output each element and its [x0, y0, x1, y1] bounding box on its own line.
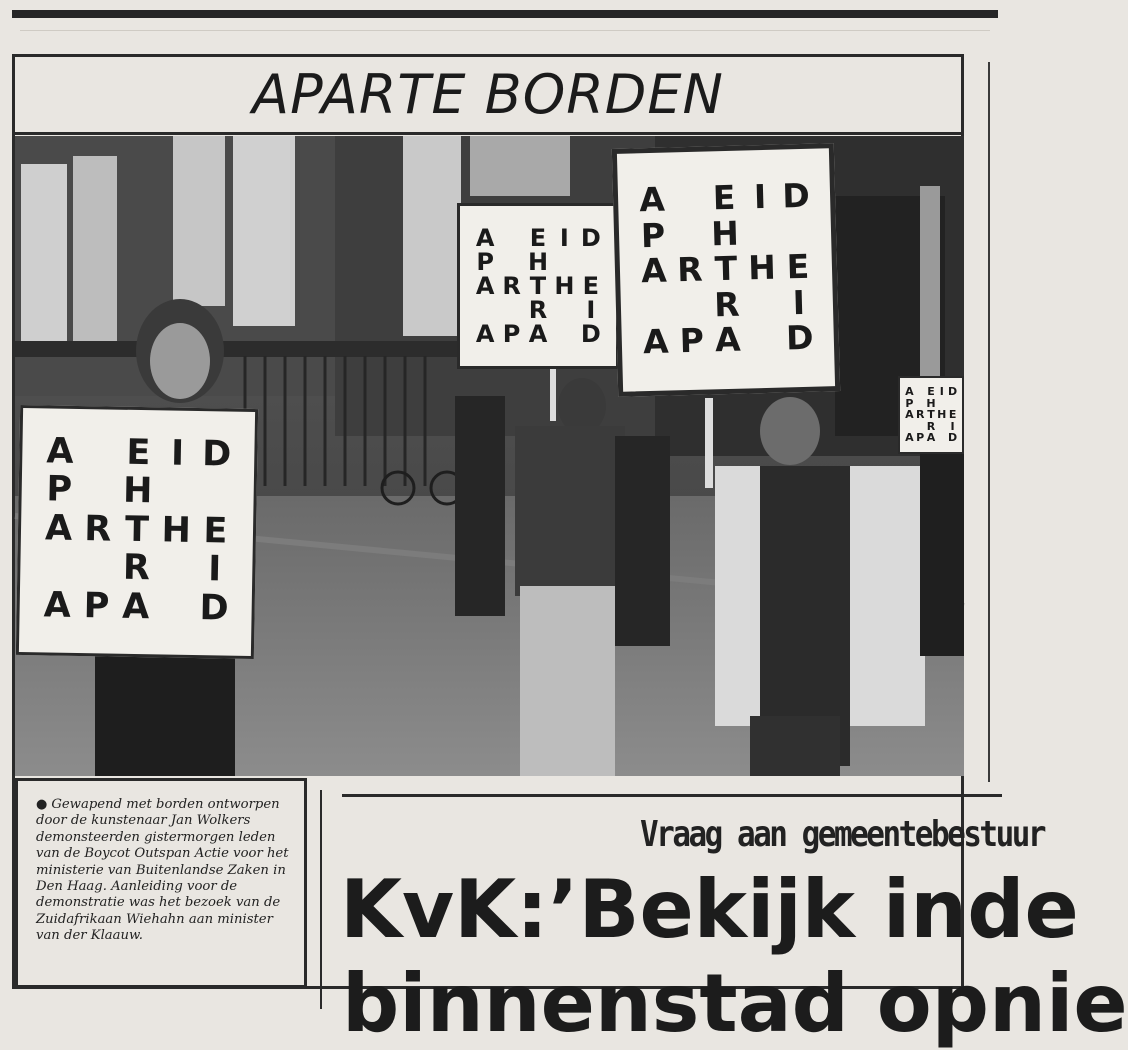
sign-letter: R	[926, 419, 936, 433]
sign-letter: T	[927, 408, 935, 422]
next-article-rule	[342, 794, 1002, 797]
sign-letter: P	[905, 396, 914, 410]
sign-letter	[79, 473, 119, 512]
sign-letter: A	[475, 224, 495, 252]
sign-letter: R	[84, 508, 112, 550]
sign-letter: E	[948, 408, 957, 422]
sign-letter	[671, 217, 708, 254]
sign-letter	[157, 475, 197, 514]
sign-letter: P	[83, 585, 110, 627]
sign-letter: A	[475, 320, 495, 348]
sign-letter: A	[475, 272, 495, 300]
sign-letter: E	[126, 432, 151, 474]
sign-letter	[670, 182, 707, 219]
protest-sign-left	[16, 405, 258, 659]
sign-letter: A	[528, 320, 548, 348]
sign-letter: A	[926, 431, 936, 445]
sign-letter: D	[201, 434, 232, 475]
caption-text: Gewapend met borden ontworpen door de kunstenaar Jan Wolkers demonsteerden gistermorgen leden van de Boycot Outspan Actie voor het ministerie van Buitenlandse Zaken in Den Haag. Aanleiding voor de demonstratie was het bezoek van de Zuidafrikaan Wiehahn aan minister van der Klaauw.	[36, 797, 289, 944]
sign-letter: R	[122, 547, 151, 589]
caption-box	[15, 778, 307, 988]
sign-letter: I	[207, 549, 222, 590]
sign-letter: H	[937, 408, 947, 422]
sign-letter: A	[46, 431, 74, 472]
next-article-headline-line2: binnenstad opnie	[342, 957, 1128, 1050]
sign-letter: P	[46, 469, 73, 511]
sign-letter: I	[170, 433, 185, 474]
sign-letter: I	[792, 282, 806, 323]
sign-letter: P	[476, 248, 494, 276]
sign-letter	[77, 550, 117, 589]
sign-letter	[672, 288, 709, 325]
sign-letter: H	[527, 248, 549, 276]
sign-letter: A	[638, 179, 666, 220]
sign-letter	[551, 322, 577, 346]
sign-letter: R	[713, 284, 741, 325]
sign-letter	[915, 386, 926, 398]
sign-letter: A	[642, 321, 670, 362]
sign-letter: T	[714, 248, 738, 289]
sign-letter: I	[950, 419, 955, 433]
sign-letter	[79, 435, 119, 474]
bullet-icon: ●	[36, 797, 48, 812]
sign-letter	[498, 226, 524, 250]
protest-sign-right	[612, 143, 840, 397]
sign-letter	[936, 432, 947, 444]
sign-letter	[155, 590, 195, 629]
sign-letter: A	[905, 431, 914, 445]
sign-letter: A	[43, 584, 72, 626]
sign-letter	[936, 421, 947, 433]
sign-letter: R	[528, 296, 548, 324]
sign-letter: D	[948, 431, 958, 445]
sign-letter	[745, 322, 782, 359]
sign-letter: P	[679, 320, 705, 361]
next-article-headline-line1: KvK:’Bekijk inde	[340, 863, 1079, 956]
sign-letter: P	[916, 431, 925, 445]
sign-letter: D	[580, 224, 601, 252]
sign-letter: D	[785, 318, 815, 358]
sign-letter	[196, 475, 236, 514]
sign-letter: E	[203, 510, 228, 552]
sign-letter: R	[502, 272, 521, 300]
sign-letter: I	[753, 176, 767, 217]
sign-letter: A	[44, 508, 73, 549]
top-rule	[12, 10, 998, 18]
sign-letter: E	[529, 224, 547, 252]
headline: APARTE BORDEN	[252, 63, 724, 126]
sign-letter: R	[915, 408, 925, 422]
headline-bar	[15, 57, 961, 135]
sign-letter: I	[559, 224, 569, 252]
photo-caption	[36, 797, 290, 945]
sign-letter	[551, 250, 577, 274]
sign-letter: D	[199, 587, 229, 629]
next-article-kicker: Vraag aan gemeentebestuur	[640, 814, 1045, 856]
sign-letter	[636, 289, 673, 326]
next-article	[318, 786, 1128, 1050]
sign-letter: I	[586, 296, 596, 324]
sign-letter	[498, 298, 524, 322]
sign-letter: T	[124, 509, 150, 551]
sign-letter: I	[939, 385, 944, 398]
faint-rule	[20, 30, 990, 31]
sign-letter: A	[905, 408, 914, 422]
protest-sign-center	[457, 203, 619, 369]
sign-letter	[38, 549, 78, 588]
sign-letter	[551, 298, 577, 322]
sign-letter: H	[747, 247, 777, 288]
sign-letter: A	[121, 586, 150, 627]
sign-letter	[472, 298, 498, 322]
sign-letter: H	[926, 396, 936, 410]
sign-letter: D	[580, 320, 601, 348]
sign-letter: H	[122, 471, 153, 512]
sign-letter	[744, 286, 781, 323]
sign-letter: H	[710, 213, 740, 253]
sign-letter: E	[927, 385, 935, 398]
sign-letter: E	[712, 177, 736, 218]
sign-letter	[779, 214, 816, 251]
sign-letter	[743, 215, 780, 252]
sign-letter: A	[905, 385, 914, 398]
sign-letter: H	[554, 272, 575, 300]
sign-letter: P	[502, 320, 521, 348]
sign-letter: T	[529, 272, 547, 300]
sign-letter: R	[676, 249, 704, 290]
sign-letter: P	[640, 215, 666, 255]
protest-sign-far-right	[898, 376, 964, 454]
sign-letter: H	[161, 510, 192, 551]
sign-letter: E	[786, 247, 810, 287]
sign-letter: E	[582, 272, 599, 300]
sign-letter	[156, 552, 196, 591]
sign-letter: A	[640, 250, 668, 291]
sign-letter: D	[781, 175, 811, 216]
sign-letter: D	[948, 385, 958, 398]
column-rule	[988, 62, 990, 782]
sign-letter: A	[714, 320, 742, 360]
sign-letter	[578, 250, 604, 274]
sign-letter	[498, 250, 524, 274]
